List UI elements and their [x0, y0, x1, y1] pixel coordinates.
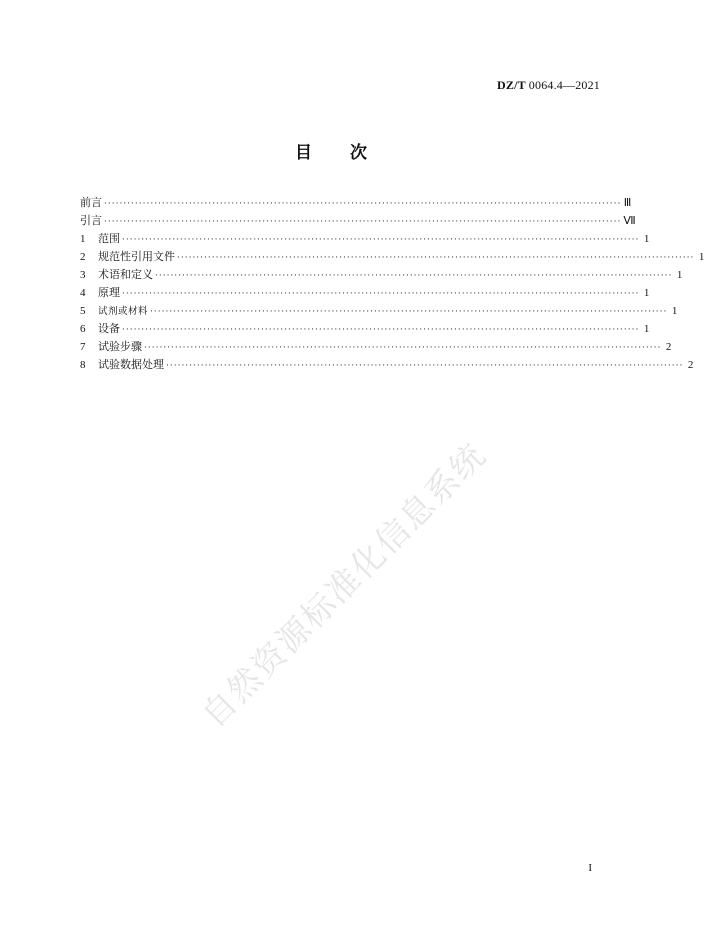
toc-label: 试剂或材料: [98, 306, 149, 317]
toc-label: 原理: [98, 286, 120, 299]
toc-leader-dots: ······································································································································: [155, 271, 673, 281]
toc-page-number: 1: [676, 269, 683, 281]
toc-page-number: Ⅶ: [623, 215, 636, 227]
toc-leader-dots: ······································································································································: [144, 343, 662, 353]
toc-leader-dots: ······································································································································: [177, 253, 695, 263]
toc-section-number: 3: [80, 269, 86, 281]
toc-entry-procedure[interactable]: [80, 338, 672, 356]
toc-page-number: Ⅲ: [623, 197, 632, 209]
standard-number: 0064.4—2021: [528, 78, 600, 92]
toc-entry-normative-references[interactable]: [80, 248, 704, 266]
toc-section-number: 2: [80, 251, 86, 263]
page-number: I: [588, 862, 592, 874]
toc-label: 规范性引用文件: [98, 250, 175, 263]
page-title: [0, 138, 662, 163]
toc-entry-reagents[interactable]: [80, 302, 678, 320]
toc-page-number: 1: [643, 233, 650, 245]
toc-label: 试验数据处理: [98, 358, 164, 371]
toc-section-number: 1: [80, 233, 86, 245]
toc-page-number: 1: [643, 287, 650, 299]
toc-page-number: 1: [671, 305, 678, 317]
title-part-2: 次: [350, 143, 367, 163]
watermark: 自然资源标准化信息系统: [194, 435, 494, 735]
toc-label: 前言: [80, 196, 102, 209]
toc-leader-dots: ······································································································································: [122, 325, 640, 335]
toc-entry-equipment[interactable]: [80, 320, 650, 338]
toc-entry-terms-definitions[interactable]: [80, 266, 683, 284]
toc-section-number: 8: [80, 359, 86, 371]
toc-leader-dots: ······································································································································: [104, 217, 622, 227]
toc-entry-scope[interactable]: [80, 230, 650, 248]
table-of-contents: [80, 194, 704, 374]
toc-entry-foreword[interactable]: [80, 194, 632, 212]
toc-leader-dots: ······································································································································: [150, 307, 668, 317]
title-part-1: 目: [295, 143, 312, 163]
toc-label: 试验步骤: [98, 340, 142, 353]
toc-label: 引言: [80, 214, 102, 227]
toc-entry-principle[interactable]: [80, 284, 650, 302]
toc-section-number: 6: [80, 323, 86, 335]
toc-section-number: 5: [80, 305, 86, 317]
toc-leader-dots: ······································································································································: [104, 199, 622, 209]
toc-leader-dots: ······································································································································: [122, 289, 640, 299]
toc-label: 设备: [98, 322, 120, 335]
standard-code: [497, 78, 600, 93]
toc-leader-dots: ······································································································································: [122, 235, 640, 245]
toc-entry-introduction[interactable]: [80, 212, 636, 230]
toc-label: 术语和定义: [98, 268, 153, 281]
toc-page-number: 1: [698, 251, 704, 263]
toc-leader-dots: ······································································································································: [166, 361, 684, 371]
toc-section-number: 4: [80, 287, 86, 299]
toc-entry-data-processing[interactable]: [80, 356, 694, 374]
toc-section-number: 7: [80, 341, 86, 353]
standard-prefix: DZ/T: [497, 78, 526, 92]
toc-page-number: 1: [643, 323, 650, 335]
toc-label: 范围: [98, 232, 120, 245]
toc-page-number: 2: [687, 359, 694, 371]
toc-page-number: 2: [665, 341, 672, 353]
